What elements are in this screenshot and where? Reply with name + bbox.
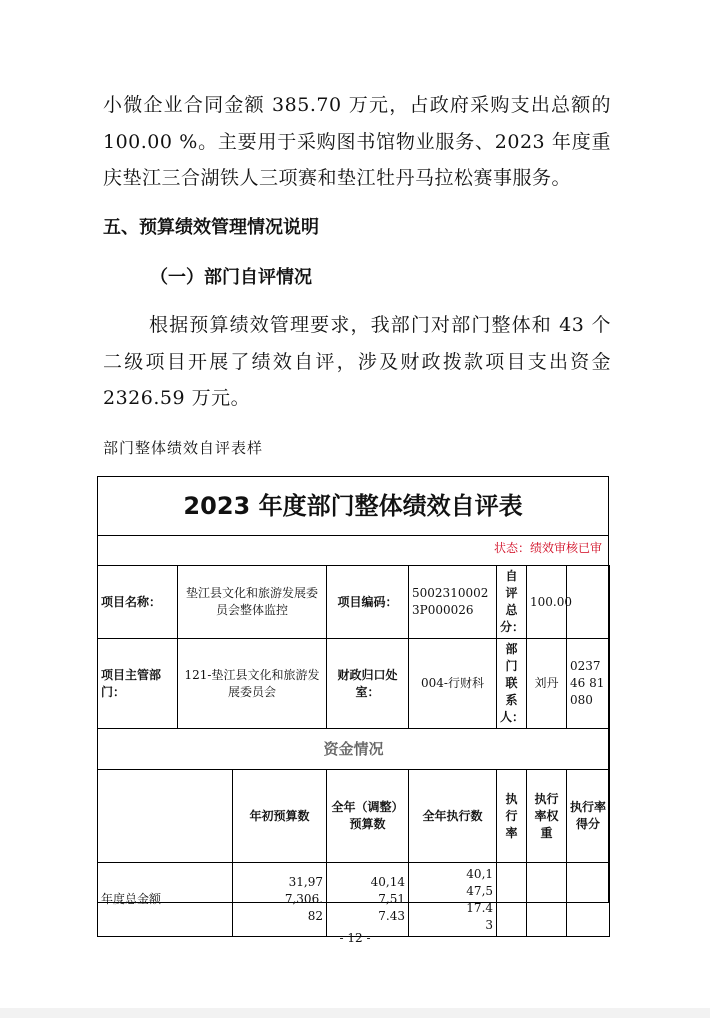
self-score-value: 100.00 <box>527 566 567 639</box>
project-name-value: 垫江县文化和旅游发展委员会整体监控 <box>178 566 327 639</box>
form-title: 2023 年度部门整体绩效自评表 <box>98 477 608 536</box>
header-blank-cell <box>98 770 233 863</box>
funds-section-header: 资金情况 <box>98 729 610 770</box>
empty-cell <box>497 863 527 937</box>
col-rate-weight: 执行率权重 <box>527 770 567 863</box>
section-heading-budget-performance: 五、预算绩效管理情况说明 <box>103 217 319 238</box>
table-caption: 部门整体绩效自评表样 <box>103 439 264 457</box>
table-row <box>98 863 610 937</box>
dept-label: 项目主管部门： <box>98 639 178 729</box>
project-code-value: 50023100023P000026 <box>409 566 497 639</box>
col-adjusted-budget: 全年（调整）预算数 <box>327 770 409 863</box>
row-total-label: 年度总金额 <box>98 863 233 937</box>
empty-cell <box>527 863 567 937</box>
self-score-label: 自评总分： <box>497 566 527 639</box>
col-execution-rate: 执行率 <box>497 770 527 863</box>
form-table <box>97 565 610 937</box>
finance-office-value: 004-行财科 <box>409 639 497 729</box>
page-number: - 12 - <box>339 931 371 945</box>
phone-value: 023746 81080 <box>567 639 610 729</box>
table-row <box>98 566 610 639</box>
empty-cell <box>567 566 610 639</box>
empty-cell <box>567 863 610 937</box>
finance-office-label: 财政归口处室： <box>327 639 409 729</box>
paragraph-procurement: 小微企业合同金额 385.70 万元，占政府采购支出总额的 100.00 %。主要用于采购图书馆物业服务、2023 年度重庆垫江三合湖铁人三项赛和垫江牡丹马拉松赛事服务。 <box>103 94 611 189</box>
col-initial-budget: 年初预算数 <box>233 770 327 863</box>
subsection-heading-self-evaluation: （一）部门自评情况 <box>150 267 312 288</box>
project-name-label: 项目名称： <box>98 566 178 639</box>
row-total-initial: 31,977,306.82 <box>233 863 327 937</box>
self-evaluation-form <box>97 476 609 932</box>
col-executed: 全年执行数 <box>409 770 497 863</box>
contact-value: 刘丹 <box>527 639 567 729</box>
table-row <box>98 639 610 729</box>
row-total-executed: 40,147,517.43 <box>409 863 497 937</box>
table-row <box>98 729 610 770</box>
dept-value: 121-垫江县文化和旅游发展委员会 <box>178 639 327 729</box>
status-badge: 状态：绩效审核已审 <box>493 541 602 555</box>
table-row <box>98 770 610 863</box>
row-total-adjusted: 40,147,517.43 <box>327 863 409 937</box>
contact-label: 部门联系人： <box>497 639 527 729</box>
col-rate-score: 执行率得分 <box>567 770 610 863</box>
project-code-label: 项目编码： <box>327 566 409 639</box>
paragraph-self-evaluation: 根据预算绩效管理要求，我部门对部门整体和 43 个二级项目开展了绩效自评，涉及财政拨款项目支出资金 2326.59 万元。 <box>103 314 611 409</box>
